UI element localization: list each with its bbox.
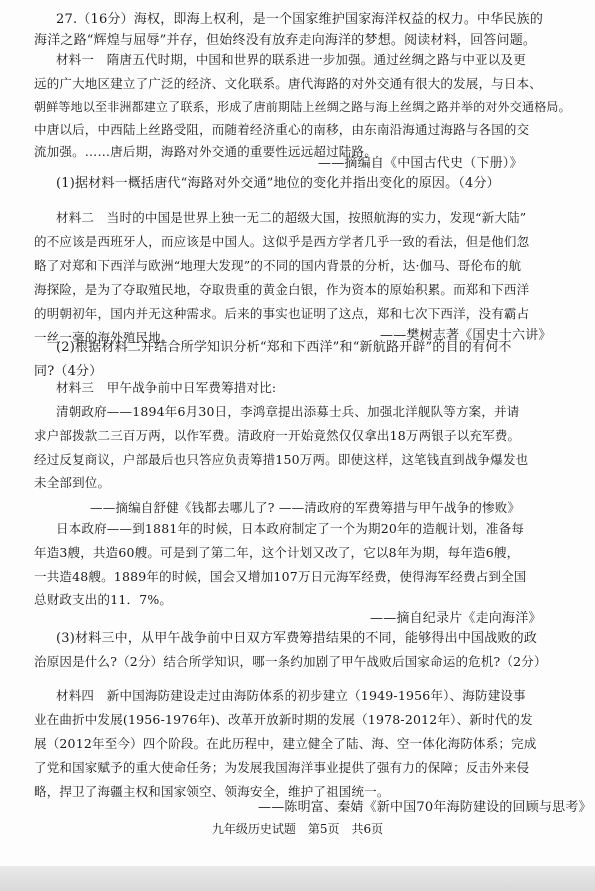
material-3-japan-line: 一共造48艘。1889年的时候，国会又增加107万日元海军经费，使得海军经费占到全国 <box>34 569 527 584</box>
material-2-line: 略了对郑和下西洋与欧洲“地理大发现”的不同的国内背景的分析，达·伽马、哥伦布的航 <box>34 258 522 273</box>
material-4-line: 略，捍卫了海疆主权和国家领空、领海安全，维护了祖国统一。 <box>34 784 390 799</box>
material-3-japan-line: 总财政支出的11．7%。 <box>34 592 173 607</box>
question-2-line: (2)根据材料二并结合所学知识分析“郑和下西洋”和“新航路开辟”的目的有何不 <box>56 340 512 355</box>
material-3-title: 材料三 甲午战争前中日军费筹措对比: <box>56 380 277 395</box>
material-4-line: 了党和国家赋予的重大使命任务；为发展我国海洋事业提供了强有力的保障；反击外来侵 <box>34 760 530 775</box>
material-4-source: ——陈明富、秦婧《新中国70年海防建设的回顾与思考》 <box>258 800 592 815</box>
material-4-line: 材料四 新中国海防建设走过由海防体系的初步建立（1949-1956年）、海防建设事 <box>56 688 526 703</box>
question-27-intro-line: 27.（16分）海权，即海上权利，是一个国家维护国家海洋权益的权力。中华民族的 <box>56 12 544 27</box>
material-3-qing-line: 清朝政府——1894年6月30日，李鸿章提出添募士兵、加强北洋舰队等方案，并请 <box>56 404 520 419</box>
material-2-source: ——樊树志著《国史十六讲》 <box>380 328 552 343</box>
material-2-line: 海探险，是为了夺取殖民地，夺取贵重的黄金白银，作为资本的原始积累。而郑和下西洋 <box>34 282 530 297</box>
material-3-source-2: ——摘自纪录片《走向海洋》 <box>370 611 542 626</box>
material-2-line: 一丝一毫的海外殖民地。 <box>34 330 174 345</box>
question-3-line: 治原因是什么?（2分）结合所学知识，哪一条约加剧了甲午战败后国家命运的危机?（2分） <box>34 654 547 669</box>
material-1-line: 远的广大地区建立了广泛的经济、文化联系。唐代海路的对外交通有很大的发展，与日本、 <box>34 76 543 91</box>
material-1-line: 流加强。……唐后期，海路对外交通的重要性远远超过陆路。 <box>34 144 377 159</box>
material-3-qing-line: 求户部拨款二三百万两，以作军费。清政府一开始竟然仅仅拿出18万两银子以充军费。 <box>34 428 521 443</box>
material-4-line: 业在曲折中发展(1956-1976年)、改革开放新时期的发展（1978-2012年）、新时代的发 <box>34 712 533 727</box>
material-2-line: 的明朝初年，国内并无这种需求。后来的事实也证明了这点，郑和七次下西洋，没有霸占 <box>34 306 530 321</box>
question-27-intro-line: 海洋之路“辉煌与屈辱”并存，但始终没有放弃走向海洋的梦想。阅读材料，回答问题。 <box>34 33 537 48</box>
material-3-japan-line: 日本政府——到1881年的时候，日本政府制定了一个为期20年的造舰计划，准备每 <box>56 521 525 536</box>
material-2-line: 的不应该是西班牙人，而应该是中国人。这似乎是西方学者几乎一致的看法，但是他们忽 <box>34 234 530 249</box>
page-footer: 九年级历史试题 第5页 共6页 <box>211 822 384 836</box>
question-3-line: (3)材料三中，从甲午战争前中日双方军费筹措结果的不同，能够得出中国战败的政 <box>56 631 538 646</box>
material-3-source-1: ——摘编自舒健《钱都去哪儿了? ——清政府的军费筹措与甲午战争的惨败》 <box>90 500 521 515</box>
material-2-line: 材料二 当时的中国是世界上独一无二的超级大国，按照航海的实力，发现“新大陆” <box>56 210 527 225</box>
material-1-line: 中唐以后，中西陆上丝路受阻，而随着经济重心的南移，由东南沿海通过海路与各国的交 <box>34 122 530 137</box>
question-2-line: 同?（4分） <box>34 364 103 379</box>
question-1: (1)据材料一概括唐代“海路对外交通”地位的变化并指出变化的原因。（4分） <box>56 176 500 191</box>
material-3-japan-line: 年造3艘，共造60艘。可是到了第二年，这个计划又改了，它以8年为期，每年造6艘， <box>34 545 520 560</box>
material-3-qing-line: 经过反复商议，户部最后也只答应负责筹措150万两。即使这样，这笔钱直到战争爆发也 <box>34 452 529 467</box>
material-4-line: 展（2012年至今）四个阶段。在此历程中，建立健全了陆、海、空一体化海防体系；完成 <box>34 736 537 751</box>
material-3-qing-line: 未全部到位。 <box>34 475 111 490</box>
page-bottom-shade <box>0 866 595 891</box>
material-1-source: ——摘编自《中国古代史（下册）》 <box>318 156 523 171</box>
material-1-line: 朝鲜等地以至非洲都建立了联系，形成了唐前期陆上丝绸之路与海上丝绸之路并举的对外交通格局。 <box>34 100 571 114</box>
material-1-line: 材料一 隋唐五代时期，中国和世界的联系进一步加强。通过丝绸之路与中亚以及更 <box>56 52 526 67</box>
